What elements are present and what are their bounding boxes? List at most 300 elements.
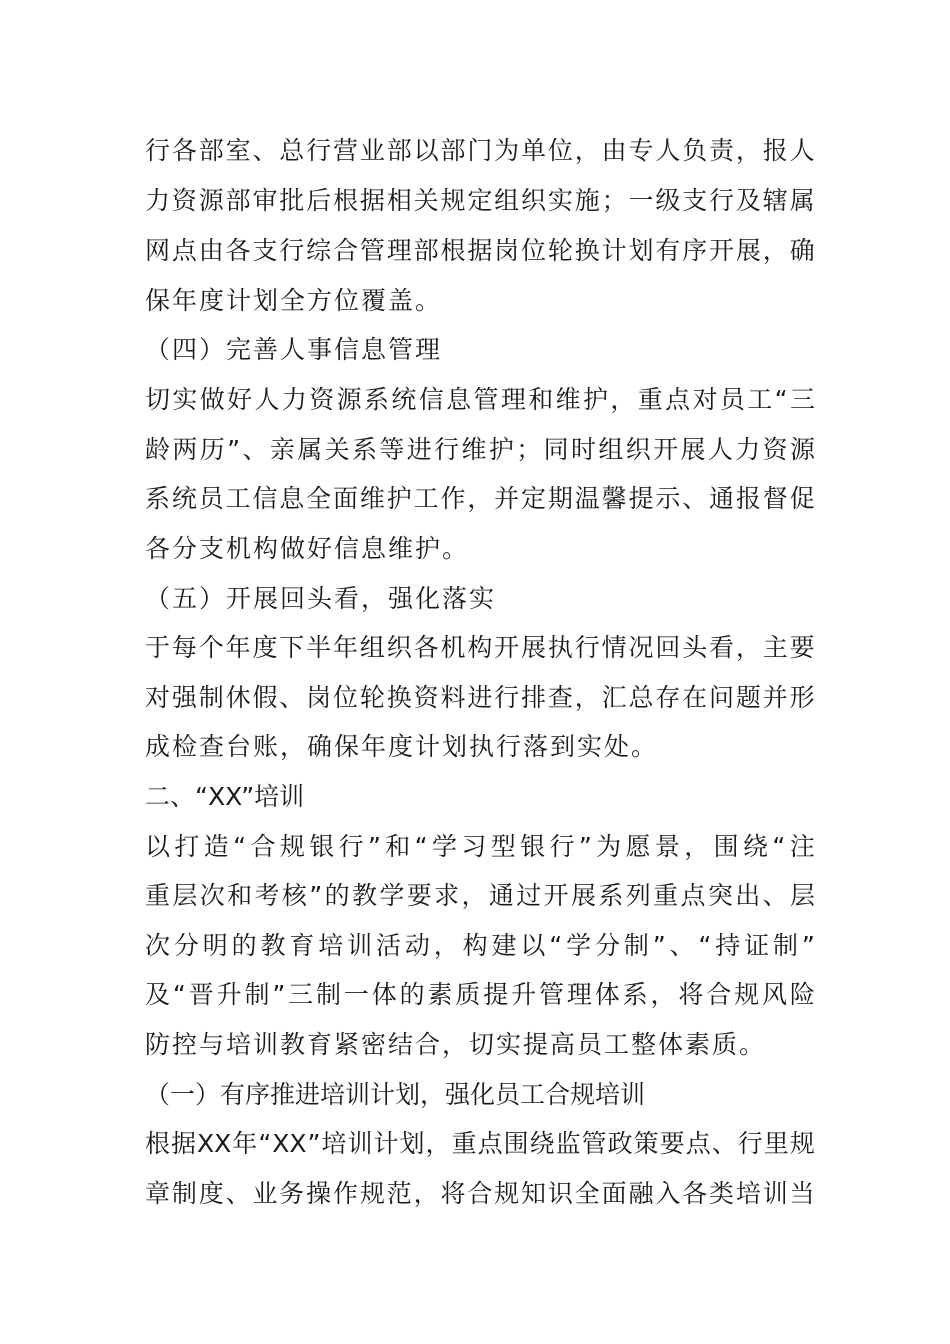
text-glyph: 排	[521, 683, 547, 712]
text-glyph: 规	[494, 1179, 520, 1208]
text-glyph: 组	[598, 435, 624, 464]
text-glyph: ，	[650, 980, 676, 1009]
text-glyph: 行	[737, 1129, 763, 1158]
text-glyph: 、	[669, 931, 695, 960]
text-glyph: “	[233, 832, 247, 861]
text-glyph: 将	[678, 980, 704, 1009]
text-glyph: 人	[789, 136, 815, 165]
text-glyph: 风	[762, 980, 788, 1009]
text-glyph: 面	[601, 1179, 627, 1208]
text-glyph: ，	[735, 136, 761, 165]
text-glyph: 绕	[743, 832, 769, 861]
text-glyph: 并	[494, 484, 520, 513]
text-glyph: ，	[425, 1129, 451, 1158]
text-glyph: 各	[413, 633, 439, 662]
text-glyph: 信	[252, 484, 278, 513]
text-glyph: 室	[225, 136, 251, 165]
text-glyph: 全	[574, 1179, 600, 1208]
body-text-line	[145, 975, 815, 1015]
section-heading: （四）完善人事信息管理	[145, 335, 443, 364]
text-glyph: 促	[789, 484, 815, 513]
text-glyph: 报	[735, 484, 761, 513]
text-glyph: 核	[281, 881, 307, 910]
text-glyph: 确	[789, 236, 815, 265]
text-glyph: 规	[279, 832, 305, 861]
text-glyph: 规	[359, 1179, 385, 1208]
text-glyph: 管	[539, 980, 565, 1009]
text-glyph: ”	[652, 931, 666, 960]
text-glyph: 策	[633, 1129, 659, 1158]
text-glyph: 证	[744, 931, 770, 960]
text-glyph: 假	[252, 683, 278, 712]
text-glyph: 关	[413, 186, 439, 215]
text-glyph: 点	[171, 236, 197, 265]
text-glyph: 点	[685, 1129, 711, 1158]
text-glyph: 业	[359, 136, 385, 165]
text-glyph: 定	[521, 484, 547, 513]
text-glyph: 理	[386, 236, 412, 265]
text-glyph: 根	[145, 1129, 171, 1158]
text-glyph: 统	[171, 484, 197, 513]
text-glyph: 示	[655, 484, 681, 513]
text-glyph: 行	[709, 186, 735, 215]
text-glyph: 做	[199, 385, 225, 414]
text-glyph: 作	[333, 1179, 359, 1208]
text-glyph: 要	[789, 633, 815, 662]
text-glyph: 将	[440, 1179, 466, 1208]
text-glyph: 培	[321, 1129, 347, 1158]
text-glyph: 汇	[601, 683, 627, 712]
body-text-line	[145, 181, 815, 221]
text-glyph: 和	[528, 385, 554, 414]
text-glyph: 习	[461, 832, 487, 861]
text-glyph: 监	[555, 1129, 581, 1158]
text-glyph: 重	[653, 881, 679, 910]
text-glyph: ；	[516, 435, 542, 464]
text-glyph: 提	[628, 484, 654, 513]
text-glyph: 制	[171, 1179, 197, 1208]
text-glyph: “	[414, 832, 428, 861]
text-glyph: 行	[145, 136, 171, 165]
text-glyph: 部	[386, 136, 412, 165]
text-glyph: 工	[225, 484, 251, 513]
text-glyph: 等	[379, 435, 405, 464]
text-glyph: 查	[547, 683, 573, 712]
section-heading: （一）有序推进培训计划，强化员工合规培训	[145, 1080, 646, 1109]
text-glyph: 晋	[188, 980, 214, 1009]
text-glyph: 活	[376, 931, 402, 960]
text-glyph: 龄	[145, 435, 171, 464]
text-glyph: 行	[494, 683, 520, 712]
text-glyph: 理	[566, 980, 592, 1009]
text-glyph: 划	[399, 1129, 425, 1158]
text-glyph: 合	[706, 980, 732, 1009]
body-text-line	[145, 1174, 815, 1214]
text-glyph: 换	[574, 236, 600, 265]
text-glyph: 行	[574, 633, 600, 662]
text-glyph: 维	[555, 385, 581, 414]
text-glyph: 信	[418, 385, 444, 414]
text-glyph: 轮	[359, 683, 385, 712]
text-glyph: ”	[801, 931, 815, 960]
text-glyph: 合	[467, 1179, 493, 1208]
text-glyph: 和	[385, 832, 411, 861]
text-glyph: 网	[145, 236, 171, 265]
text-glyph: 、	[711, 1129, 737, 1158]
text-glyph: ”	[367, 832, 381, 861]
text-glyph: 息	[279, 484, 305, 513]
text-glyph: 对	[692, 385, 718, 414]
text-glyph: 并	[762, 683, 788, 712]
text-glyph: 半	[306, 633, 332, 662]
text-glyph: 存	[655, 683, 681, 712]
text-glyph: 员	[198, 484, 224, 513]
text-glyph: 制	[244, 980, 270, 1009]
text-glyph: 通	[488, 881, 514, 910]
text-glyph: 政	[607, 1129, 633, 1158]
text-glyph: 护	[488, 435, 514, 464]
text-glyph: 织	[386, 633, 412, 662]
text-glyph: 规	[734, 980, 760, 1009]
text-glyph: 辖	[762, 186, 788, 215]
text-glyph: 开	[494, 633, 520, 662]
text-glyph: ，	[574, 683, 600, 712]
text-glyph: 学	[431, 832, 457, 861]
text-glyph: 构	[467, 633, 493, 662]
text-glyph: 度	[252, 633, 278, 662]
text-glyph: 景	[654, 832, 680, 861]
text-glyph: 批	[279, 186, 305, 215]
text-glyph: 对	[145, 683, 171, 712]
text-glyph: 面	[333, 484, 359, 513]
text-glyph: 强	[171, 683, 197, 712]
text-glyph: 机	[440, 633, 466, 662]
text-glyph: 位	[521, 236, 547, 265]
text-glyph: 温	[574, 484, 600, 513]
text-glyph: ”	[309, 881, 323, 910]
text-glyph: 头	[682, 633, 708, 662]
text-glyph: 部	[413, 236, 439, 265]
text-glyph: 休	[225, 683, 251, 712]
text-glyph: 制	[623, 931, 649, 960]
text-glyph: 责	[709, 136, 735, 165]
text-glyph: 进	[467, 683, 493, 712]
text-glyph: 注	[789, 832, 815, 861]
text-glyph: 统	[391, 385, 417, 414]
text-glyph: 人	[254, 385, 280, 414]
text-glyph: 层	[172, 881, 198, 910]
text-glyph: 管	[581, 1129, 607, 1158]
text-glyph: 分	[173, 931, 199, 960]
body-text-line	[145, 231, 815, 271]
text-glyph: 打	[174, 832, 200, 861]
text-glyph: 位	[547, 136, 573, 165]
text-glyph: 行	[434, 435, 460, 464]
text-glyph: 时	[570, 435, 596, 464]
text-glyph: 展	[521, 633, 547, 662]
text-glyph: ，	[762, 236, 788, 265]
text-glyph: 系	[598, 881, 624, 910]
text-glyph: 三	[789, 385, 815, 414]
text-glyph: 岗	[494, 236, 520, 265]
text-glyph: 银	[309, 832, 335, 861]
text-glyph: 的	[324, 881, 350, 910]
text-glyph: 部	[198, 136, 224, 165]
text-glyph: 支	[682, 186, 708, 215]
text-glyph: 各	[682, 1179, 708, 1208]
text-glyph: 各	[171, 136, 197, 165]
text-glyph: 度	[198, 1179, 224, 1208]
text-glyph: 展	[680, 435, 706, 464]
text-glyph: 个	[198, 633, 224, 662]
body-text-line	[145, 926, 815, 966]
text-glyph: 次	[199, 881, 225, 910]
text-glyph: 馨	[601, 484, 627, 513]
text-glyph: 历	[199, 435, 225, 464]
text-glyph: 资	[309, 385, 335, 414]
text-glyph: 营	[333, 136, 359, 165]
text-glyph: 学	[566, 931, 592, 960]
text-glyph: 培	[318, 931, 344, 960]
text-glyph: 务	[279, 1179, 305, 1208]
text-glyph: 关	[324, 435, 350, 464]
text-glyph: 制	[198, 683, 224, 712]
text-glyph: 训	[347, 931, 373, 960]
text-glyph: 计	[373, 1129, 399, 1158]
text-glyph: 体	[594, 980, 620, 1009]
text-glyph: 行	[549, 832, 575, 861]
body-text-line	[145, 628, 815, 668]
text-glyph: 由	[198, 236, 224, 265]
body-text-line	[145, 430, 815, 470]
text-glyph: 施	[574, 186, 600, 215]
text-glyph: 同	[543, 435, 569, 464]
text-glyph: ，	[433, 931, 459, 960]
text-glyph: 织	[521, 186, 547, 215]
text-glyph: 、	[682, 484, 708, 513]
text-glyph: 题	[735, 683, 761, 712]
text-glyph: XX	[197, 1129, 232, 1158]
text-glyph: “	[774, 385, 788, 414]
body-text-line	[145, 479, 815, 519]
text-glyph: XX	[272, 1129, 307, 1158]
text-glyph: 计	[601, 236, 627, 265]
text-glyph: 维	[461, 435, 487, 464]
text-glyph: ，	[413, 1179, 439, 1208]
text-glyph: 资	[413, 683, 439, 712]
text-glyph: “	[698, 931, 712, 960]
text-glyph: 里	[763, 1129, 789, 1158]
text-glyph: 点	[477, 1129, 503, 1158]
text-glyph: ；	[601, 186, 627, 215]
text-glyph: 主	[762, 633, 788, 662]
text-glyph: 愿	[625, 832, 651, 861]
text-glyph: 重	[637, 385, 663, 414]
text-glyph: ，	[684, 832, 710, 861]
text-glyph: 人	[707, 435, 733, 464]
text-glyph: 问	[709, 683, 735, 712]
text-glyph: 升	[216, 980, 242, 1009]
text-glyph: ，	[467, 484, 493, 513]
text-glyph: 的	[231, 931, 257, 960]
text-glyph: 系	[364, 385, 390, 414]
text-glyph: “	[172, 980, 186, 1009]
text-glyph: ，	[735, 633, 761, 662]
text-glyph: 当	[789, 1179, 815, 1208]
text-glyph: 行	[338, 832, 364, 861]
text-glyph: 开	[709, 236, 735, 265]
text-glyph: 教	[260, 931, 286, 960]
text-glyph: 资	[171, 186, 197, 215]
text-glyph: 维	[359, 484, 385, 513]
text-glyph: 员	[719, 385, 745, 414]
text-glyph: 合	[250, 832, 276, 861]
body-text-line	[145, 131, 815, 171]
text-glyph: 轮	[547, 236, 573, 265]
text-glyph: 动	[404, 931, 430, 960]
text-glyph: 入	[655, 1179, 681, 1208]
text-glyph: 工	[413, 484, 439, 513]
text-glyph: 属	[297, 435, 323, 464]
chapter-heading: 二、“XX”培训	[145, 782, 305, 811]
text-glyph: 出	[735, 881, 761, 910]
text-glyph: 开	[653, 435, 679, 464]
text-glyph: 年	[232, 1129, 258, 1158]
text-glyph: 两	[172, 435, 198, 464]
text-glyph: 构	[462, 931, 488, 960]
body-text-line	[145, 380, 815, 420]
text-glyph: 以	[520, 931, 546, 960]
text-glyph: 系	[351, 435, 377, 464]
text-glyph: 重	[451, 1129, 477, 1158]
text-glyph: 源	[336, 385, 362, 414]
text-glyph: 组	[359, 633, 385, 662]
text-glyph: 突	[707, 881, 733, 910]
text-glyph: 资	[762, 435, 788, 464]
text-glyph: 由	[601, 136, 627, 165]
text-glyph: 专	[628, 136, 654, 165]
text-glyph: 、	[252, 136, 278, 165]
text-glyph: 及	[145, 980, 171, 1009]
text-glyph: 训	[347, 1129, 373, 1158]
text-glyph: 章	[145, 1179, 171, 1208]
text-glyph: 、	[762, 881, 788, 910]
text-glyph: 属	[789, 186, 815, 215]
text-glyph: 相	[386, 186, 412, 215]
text-glyph: 年	[333, 633, 359, 662]
text-glyph: 明	[202, 931, 228, 960]
text-glyph: 行	[306, 136, 332, 165]
text-glyph: 位	[333, 683, 359, 712]
body-text-line: 防控与培训教育紧密结合，切实提高员工整体素质。	[145, 1030, 767, 1059]
text-glyph: 要	[659, 1129, 685, 1158]
section-heading: （五）开展回头看，强化落实	[145, 584, 497, 613]
text-glyph: 一	[343, 980, 369, 1009]
text-glyph: 督	[762, 484, 788, 513]
text-glyph: 工	[747, 385, 773, 414]
text-glyph: 范	[386, 1179, 412, 1208]
text-glyph: 总	[628, 683, 654, 712]
text-glyph: 息	[446, 385, 472, 414]
text-glyph: 制	[316, 980, 342, 1009]
text-glyph: 质	[455, 980, 481, 1009]
text-glyph: 围	[503, 1129, 529, 1158]
text-glyph: 列	[625, 881, 651, 910]
text-glyph: 开	[543, 881, 569, 910]
text-glyph: 后	[306, 186, 332, 215]
text-glyph: 期	[547, 484, 573, 513]
text-glyph: 展	[570, 881, 596, 910]
text-glyph: 下	[279, 633, 305, 662]
text-glyph: 进	[406, 435, 432, 464]
text-glyph: 回	[655, 633, 681, 662]
text-glyph: 培	[735, 1179, 761, 1208]
text-glyph: ，	[574, 136, 600, 165]
text-glyph: 序	[682, 236, 708, 265]
text-glyph: 形	[789, 683, 815, 712]
text-glyph: 划	[628, 236, 654, 265]
text-glyph: 总	[279, 136, 305, 165]
text-glyph: 据	[171, 1129, 197, 1158]
text-glyph: 提	[483, 980, 509, 1009]
text-glyph: ，	[610, 385, 636, 414]
text-glyph: 源	[789, 435, 815, 464]
text-glyph: 支	[252, 236, 278, 265]
text-glyph: 理	[500, 385, 526, 414]
text-glyph: 要	[406, 881, 432, 910]
text-glyph: 门	[467, 136, 493, 165]
text-glyph: 为	[494, 136, 520, 165]
text-glyph: 规	[789, 1129, 815, 1158]
text-glyph: 银	[520, 832, 546, 861]
body-text-line	[145, 678, 815, 718]
body-text-line: 各分支机构做好信息维护。	[145, 534, 470, 563]
text-glyph: 升	[511, 980, 537, 1009]
text-glyph: 为	[596, 832, 622, 861]
text-glyph: 部	[225, 186, 251, 215]
text-glyph: 求	[434, 881, 460, 910]
text-glyph: 年	[225, 633, 251, 662]
text-glyph: 通	[709, 484, 735, 513]
text-glyph: 系	[622, 980, 648, 1009]
text-glyph: 点	[680, 881, 706, 910]
text-glyph: 围	[713, 832, 739, 861]
text-glyph: 换	[386, 683, 412, 712]
text-glyph: 次	[145, 931, 171, 960]
text-glyph: 展	[735, 236, 761, 265]
text-glyph: 管	[359, 236, 385, 265]
text-glyph: 和	[227, 881, 253, 910]
text-glyph: ”	[307, 1129, 321, 1158]
text-glyph: 源	[198, 186, 224, 215]
text-glyph: 学	[379, 881, 405, 910]
text-glyph: 体	[371, 980, 397, 1009]
text-glyph: 分	[594, 931, 620, 960]
text-glyph: 人	[655, 136, 681, 165]
text-glyph: 力	[735, 435, 761, 464]
text-glyph: 力	[145, 186, 171, 215]
text-glyph: 力	[281, 385, 307, 414]
text-glyph: 系	[145, 484, 171, 513]
text-glyph: 建	[491, 931, 517, 960]
text-glyph: 组	[494, 186, 520, 215]
text-glyph: 素	[427, 980, 453, 1009]
text-glyph: 护	[583, 385, 609, 414]
text-glyph: 以	[413, 136, 439, 165]
text-glyph: 切	[145, 385, 171, 414]
text-glyph: 执	[547, 633, 573, 662]
text-glyph: 全	[306, 484, 332, 513]
